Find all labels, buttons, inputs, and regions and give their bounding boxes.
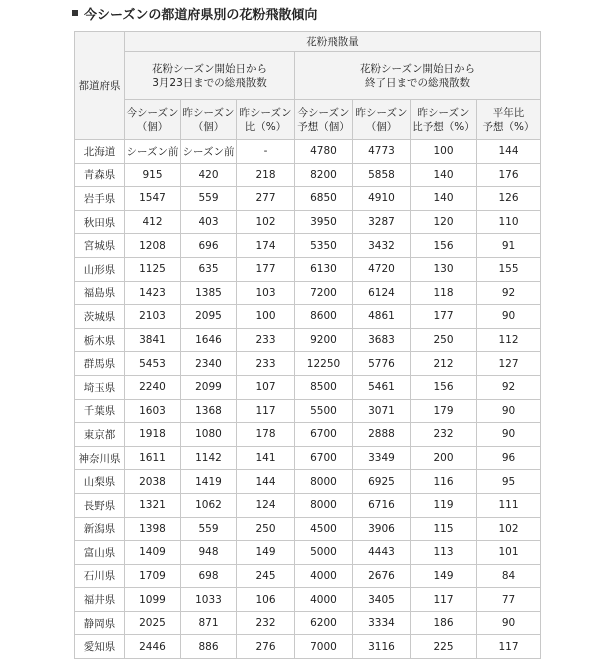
value-cell: 179 (411, 399, 477, 423)
value-cell: 1423 (125, 281, 181, 305)
value-cell: 1099 (125, 588, 181, 612)
value-cell: 6716 (353, 493, 411, 517)
value-cell: 90 (477, 399, 541, 423)
value-cell: 250 (411, 328, 477, 352)
value-cell: 2888 (353, 423, 411, 447)
value-cell: 115 (411, 517, 477, 541)
value-cell: 3683 (353, 328, 411, 352)
value-cell: 5500 (295, 399, 353, 423)
col-header-a-this-season (125, 100, 181, 140)
value-cell: 5461 (353, 375, 411, 399)
table-row (75, 446, 541, 470)
value-cell: 1385 (181, 281, 237, 305)
value-cell: 233 (237, 352, 295, 376)
prefecture-cell: 愛知県 (75, 635, 125, 659)
prefecture-cell: 福井県 (75, 588, 125, 612)
value-cell: 4861 (353, 305, 411, 329)
value-cell: 156 (411, 375, 477, 399)
value-cell: 225 (411, 635, 477, 659)
table-row (75, 210, 541, 234)
value-cell: 1080 (181, 423, 237, 447)
value-cell: 2103 (125, 305, 181, 329)
header-prefecture: 都道府県 (75, 32, 125, 140)
value-cell: 233 (237, 328, 295, 352)
value-cell: 141 (237, 446, 295, 470)
value-cell: 1033 (181, 588, 237, 612)
value-cell: 8200 (295, 163, 353, 187)
value-cell: 3334 (353, 611, 411, 635)
prefecture-cell: 茨城県 (75, 305, 125, 329)
value-cell: - (237, 140, 295, 164)
value-cell: 178 (237, 423, 295, 447)
value-cell: 174 (237, 234, 295, 258)
prefecture-cell: 埼玉県 (75, 375, 125, 399)
value-cell: 9200 (295, 328, 353, 352)
square-bullet-icon (72, 10, 78, 16)
value-cell: 118 (411, 281, 477, 305)
value-cell: 155 (477, 257, 541, 281)
value-cell: 1547 (125, 187, 181, 211)
value-cell: 140 (411, 163, 477, 187)
value-cell: 1208 (125, 234, 181, 258)
col-header-line2: （個） (136, 120, 169, 133)
value-cell: 149 (237, 541, 295, 565)
value-cell: 8000 (295, 470, 353, 494)
prefecture-cell: 宮城県 (75, 234, 125, 258)
prefecture-cell: 長野県 (75, 493, 125, 517)
value-cell: 7200 (295, 281, 353, 305)
value-cell: 2095 (181, 305, 237, 329)
table-row (75, 635, 541, 659)
value-cell: 100 (237, 305, 295, 329)
col-header-line1: 平年比 (492, 106, 525, 119)
value-cell: 696 (181, 234, 237, 258)
value-cell: 245 (237, 564, 295, 588)
value-cell: 948 (181, 541, 237, 565)
prefecture-cell: 秋田県 (75, 210, 125, 234)
value-cell: 110 (477, 210, 541, 234)
value-cell: 2038 (125, 470, 181, 494)
value-cell: 250 (237, 517, 295, 541)
value-cell: 4000 (295, 588, 353, 612)
value-cell: 559 (181, 187, 237, 211)
col-header-line2: （個） (192, 120, 225, 133)
value-cell: 3841 (125, 328, 181, 352)
value-cell: 2025 (125, 611, 181, 635)
table-row (75, 187, 541, 211)
value-cell: 103 (237, 281, 295, 305)
value-cell: 8500 (295, 375, 353, 399)
value-cell: 119 (411, 493, 477, 517)
table-row (75, 352, 541, 376)
table-row (75, 234, 541, 258)
value-cell: 6700 (295, 446, 353, 470)
value-cell: 5350 (295, 234, 353, 258)
value-cell: 130 (411, 257, 477, 281)
value-cell: 3116 (353, 635, 411, 659)
table-row (75, 564, 541, 588)
value-cell: 106 (237, 588, 295, 612)
table-row (75, 541, 541, 565)
value-cell: 90 (477, 611, 541, 635)
value-cell: 140 (411, 187, 477, 211)
value-cell: 212 (411, 352, 477, 376)
table-row (75, 611, 541, 635)
value-cell: 1321 (125, 493, 181, 517)
col-header-a-last-season-ratio (237, 100, 295, 140)
value-cell: 7000 (295, 635, 353, 659)
value-cell: 144 (477, 140, 541, 164)
table-row (75, 257, 541, 281)
col-header-b-last-season (353, 100, 411, 140)
value-cell: 3287 (353, 210, 411, 234)
col-header-line1: 昨シーズン (355, 106, 408, 119)
pollen-table (74, 31, 541, 659)
page-title-text: 今シーズンの都道府県別の花粉飛散傾向 (84, 7, 318, 23)
value-cell: 871 (181, 611, 237, 635)
value-cell: 1918 (125, 423, 181, 447)
header-group-to-mar23 (125, 52, 295, 100)
value-cell: 1125 (125, 257, 181, 281)
value-cell: 156 (411, 234, 477, 258)
col-header-b-this-season-forecast (295, 100, 353, 140)
prefecture-cell: 千葉県 (75, 399, 125, 423)
table-row (75, 399, 541, 423)
value-cell: 6200 (295, 611, 353, 635)
value-cell: 2340 (181, 352, 237, 376)
prefecture-cell: 山梨県 (75, 470, 125, 494)
value-cell: 90 (477, 305, 541, 329)
value-cell: 2446 (125, 635, 181, 659)
col-header-line2: 予想（個） (297, 120, 350, 133)
value-cell: 176 (477, 163, 541, 187)
prefecture-cell: 栃木県 (75, 328, 125, 352)
value-cell: 5000 (295, 541, 353, 565)
value-cell: 111 (477, 493, 541, 517)
value-cell: 1062 (181, 493, 237, 517)
value-cell: 2676 (353, 564, 411, 588)
value-cell: 2099 (181, 375, 237, 399)
col-header-line2: 予想（%） (482, 120, 535, 133)
prefecture-cell: 石川県 (75, 564, 125, 588)
value-cell: 77 (477, 588, 541, 612)
table-row (75, 328, 541, 352)
value-cell: 90 (477, 423, 541, 447)
value-cell: 149 (411, 564, 477, 588)
col-header-b-normal-ratio-forecast (477, 100, 541, 140)
value-cell: 117 (237, 399, 295, 423)
value-cell: 1368 (181, 399, 237, 423)
value-cell: 5858 (353, 163, 411, 187)
value-cell: 4780 (295, 140, 353, 164)
value-cell: 4443 (353, 541, 411, 565)
col-header-line2: 比（%） (244, 120, 287, 133)
value-cell: 117 (477, 635, 541, 659)
value-cell: 102 (477, 517, 541, 541)
value-cell: 91 (477, 234, 541, 258)
group-b-line1: 花粉シーズン開始日から (360, 62, 475, 75)
col-header-line1: 今シーズン (297, 106, 350, 119)
value-cell: 8600 (295, 305, 353, 329)
value-cell: 4910 (353, 187, 411, 211)
value-cell: 915 (125, 163, 181, 187)
value-cell: 276 (237, 635, 295, 659)
col-header-line1: 昨シーズン (239, 106, 292, 119)
value-cell: 100 (411, 140, 477, 164)
col-header-b-last-season-ratio-forecast (411, 100, 477, 140)
prefecture-cell: 富山県 (75, 541, 125, 565)
value-cell: 420 (181, 163, 237, 187)
prefecture-cell: 岩手県 (75, 187, 125, 211)
value-cell: 6925 (353, 470, 411, 494)
value-cell: 144 (237, 470, 295, 494)
value-cell: 3405 (353, 588, 411, 612)
table-row (75, 163, 541, 187)
value-cell: 1142 (181, 446, 237, 470)
value-cell: 112 (477, 328, 541, 352)
value-cell: シーズン前 (181, 140, 237, 164)
group-a-line2: 3月23日までの総飛散数 (152, 76, 267, 89)
header-pollen-amount: 花粉飛散量 (125, 32, 541, 52)
value-cell: 113 (411, 541, 477, 565)
value-cell: 124 (237, 493, 295, 517)
value-cell: 218 (237, 163, 295, 187)
prefecture-cell: 東京都 (75, 423, 125, 447)
value-cell: 177 (237, 257, 295, 281)
value-cell: 232 (411, 423, 477, 447)
value-cell: 95 (477, 470, 541, 494)
header-group-to-season-end (295, 52, 541, 100)
value-cell: 698 (181, 564, 237, 588)
value-cell: 403 (181, 210, 237, 234)
col-header-line2: （個） (365, 120, 398, 133)
value-cell: 1709 (125, 564, 181, 588)
value-cell: 92 (477, 375, 541, 399)
table-row (75, 305, 541, 329)
prefecture-cell: 福島県 (75, 281, 125, 305)
table-row (75, 588, 541, 612)
value-cell: 101 (477, 541, 541, 565)
value-cell: 6850 (295, 187, 353, 211)
table-row (75, 375, 541, 399)
col-header-line1: 昨シーズン (417, 106, 470, 119)
value-cell: 126 (477, 187, 541, 211)
prefecture-cell: 北海道 (75, 140, 125, 164)
value-cell: 1603 (125, 399, 181, 423)
value-cell: 117 (411, 588, 477, 612)
value-cell: 5776 (353, 352, 411, 376)
value-cell: 127 (477, 352, 541, 376)
value-cell: 200 (411, 446, 477, 470)
table-row (75, 470, 541, 494)
table-row (75, 423, 541, 447)
prefecture-cell: 青森県 (75, 163, 125, 187)
value-cell: 3432 (353, 234, 411, 258)
value-cell: 186 (411, 611, 477, 635)
value-cell: 4000 (295, 564, 353, 588)
value-cell: 4500 (295, 517, 353, 541)
value-cell: 2240 (125, 375, 181, 399)
value-cell: 886 (181, 635, 237, 659)
value-cell: 559 (181, 517, 237, 541)
value-cell: 635 (181, 257, 237, 281)
value-cell: 6130 (295, 257, 353, 281)
value-cell: 1646 (181, 328, 237, 352)
value-cell: 1419 (181, 470, 237, 494)
prefecture-cell: 新潟県 (75, 517, 125, 541)
value-cell: 3071 (353, 399, 411, 423)
value-cell: 1398 (125, 517, 181, 541)
value-cell: 8000 (295, 493, 353, 517)
value-cell: 4773 (353, 140, 411, 164)
prefecture-cell: 山形県 (75, 257, 125, 281)
col-header-line1: 今シーズン (126, 106, 179, 119)
value-cell: 232 (237, 611, 295, 635)
value-cell: 1409 (125, 541, 181, 565)
value-cell: 102 (237, 210, 295, 234)
table-row (75, 281, 541, 305)
prefecture-cell: 神奈川県 (75, 446, 125, 470)
value-cell: 177 (411, 305, 477, 329)
value-cell: 92 (477, 281, 541, 305)
col-header-a-last-season (181, 100, 237, 140)
value-cell: 84 (477, 564, 541, 588)
page-title (72, 4, 317, 22)
value-cell: 412 (125, 210, 181, 234)
group-b-line2: 終了日までの総飛散数 (365, 76, 470, 89)
value-cell: 120 (411, 210, 477, 234)
value-cell: 12250 (295, 352, 353, 376)
group-a-line1: 花粉シーズン開始日から (152, 62, 267, 75)
value-cell: 5453 (125, 352, 181, 376)
value-cell: 6124 (353, 281, 411, 305)
prefecture-cell: 静岡県 (75, 611, 125, 635)
table-row (75, 140, 541, 164)
col-header-line2: 比予想（%） (412, 120, 475, 133)
value-cell: 116 (411, 470, 477, 494)
value-cell: 4720 (353, 257, 411, 281)
col-header-line1: 昨シーズン (182, 106, 235, 119)
value-cell: 277 (237, 187, 295, 211)
value-cell: 96 (477, 446, 541, 470)
table-row (75, 493, 541, 517)
value-cell: 3906 (353, 517, 411, 541)
value-cell: 3950 (295, 210, 353, 234)
value-cell: 107 (237, 375, 295, 399)
value-cell: シーズン前 (125, 140, 181, 164)
table-row (75, 517, 541, 541)
value-cell: 1611 (125, 446, 181, 470)
prefecture-cell: 群馬県 (75, 352, 125, 376)
value-cell: 3349 (353, 446, 411, 470)
value-cell: 6700 (295, 423, 353, 447)
